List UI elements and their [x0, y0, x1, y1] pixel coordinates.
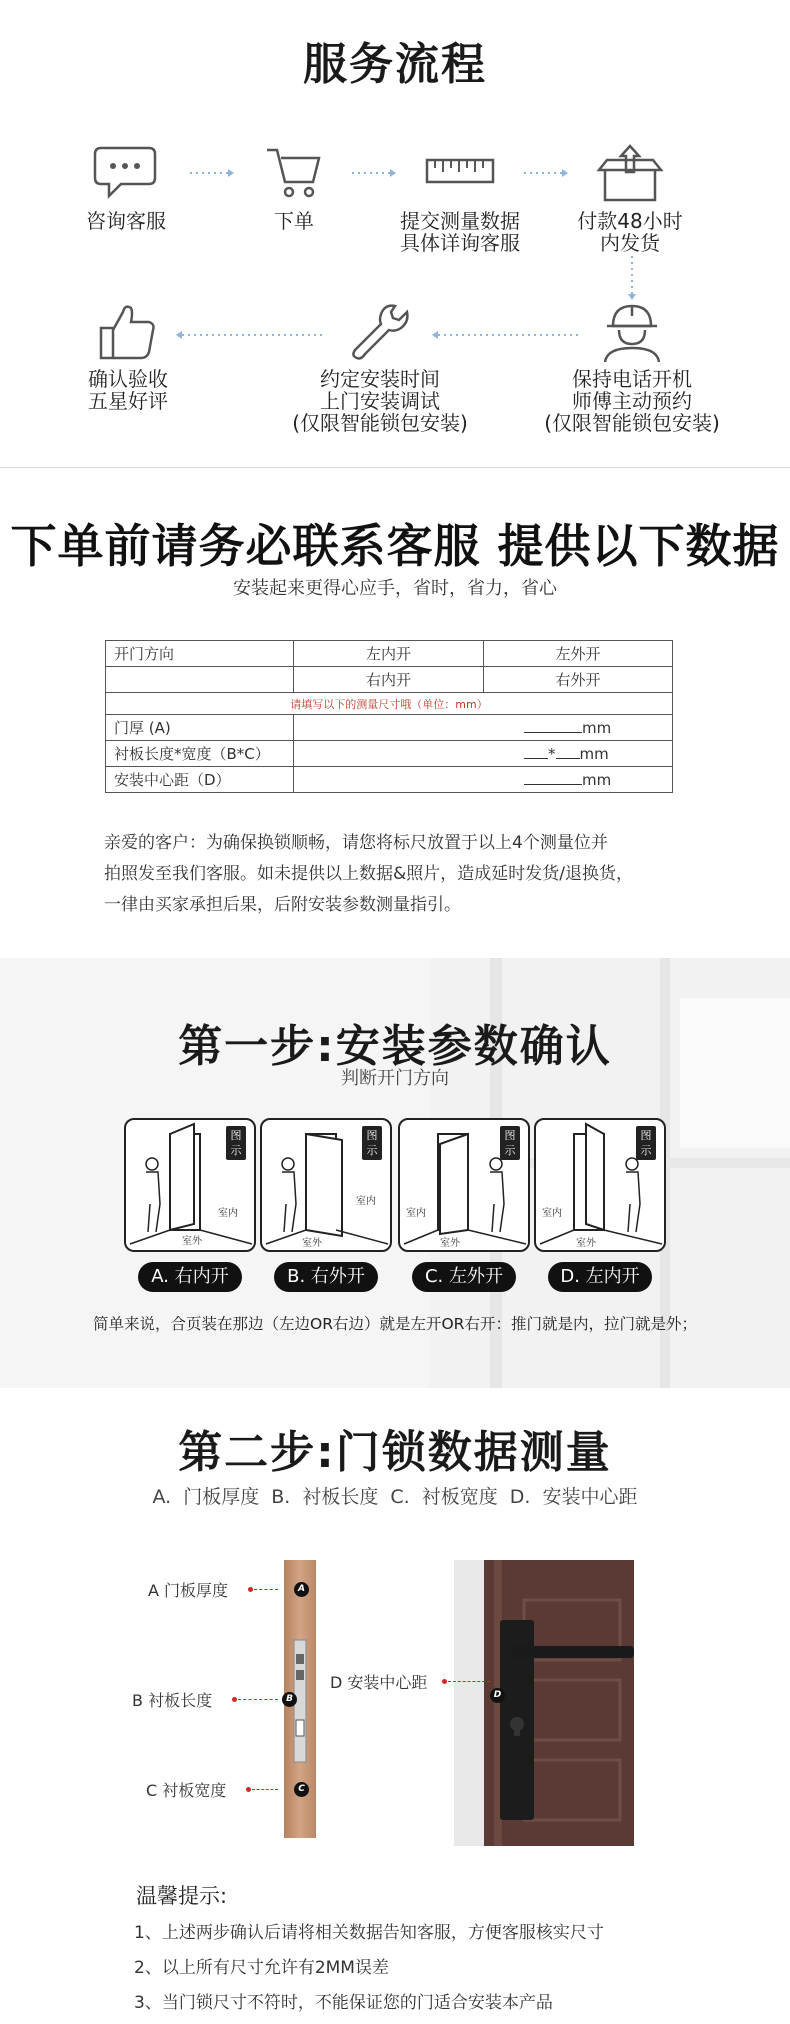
badge-a: A [294, 1582, 309, 1597]
door-handle-photo [454, 1560, 634, 1846]
tip-item: 2、以上所有尺寸允许有2MM误差 [134, 1958, 389, 1978]
step-one-section [0, 958, 790, 1388]
door-diagram-card [534, 1118, 666, 1252]
diagram-tag: 图示 [226, 1126, 246, 1160]
option-pill-b[interactable]: B. 右外开 [274, 1262, 378, 1292]
wrench-icon [345, 300, 415, 364]
process-step-label: 约定安装时间 上门安装调试 (仅限智能锁包安装) [292, 367, 468, 435]
shopping-cart-icon [259, 142, 329, 206]
process-step-label: 咨询客服 [86, 209, 166, 233]
dimension-line [252, 1789, 278, 1790]
badge-b: B [282, 1692, 297, 1707]
notice-section [0, 468, 790, 958]
outdoor-label: 室外 [576, 1238, 596, 1249]
process-step-label: 付款48小时 内发货 [577, 209, 683, 255]
process-step-label: 提交测量数据 具体详询客服 [400, 209, 520, 255]
dimension-line [254, 1589, 278, 1590]
diagram-tag: 图示 [500, 1126, 520, 1160]
step-one-title: 第一步:安装参数确认 [178, 1021, 612, 1072]
dimension-line [238, 1699, 278, 1700]
worker-helmet-icon [597, 300, 667, 364]
door-diagram-card [398, 1118, 530, 1252]
direction-label: 开门方向 [106, 641, 294, 667]
process-step-appointment [532, 300, 732, 434]
tips-title: 温馨提示: [136, 1884, 228, 1908]
step-one-subtitle: 判断开门方向 [341, 1068, 449, 1089]
option-right-in[interactable]: 右内开 [294, 667, 484, 693]
outdoor-label: 室外 [302, 1238, 322, 1249]
badge-c: C [294, 1782, 309, 1797]
notice-subtitle: 安装起来更得心应手，省时，省力，省心 [233, 578, 557, 599]
process-step-label: 确认验收 五星好评 [88, 367, 168, 413]
process-step-label: 下单 [274, 209, 314, 233]
indoor-label: 室内 [542, 1208, 562, 1219]
marker-dot [246, 1787, 251, 1792]
process-step-ship [530, 142, 730, 254]
indoor-label: 室内 [356, 1196, 376, 1207]
diagram-tag: 图示 [636, 1126, 656, 1160]
customer-notice-paragraph: 亲爱的客户：为确保换锁顺畅，请您将标尺放置于以上4个测量位并 拍照发至我们客服。如未提供以上数据&照片，造成延时发货/退换货， 一律由买家承担后果，后附安装参数测量指引。 [104, 833, 633, 915]
option-right-out[interactable]: 右外开 [484, 667, 673, 693]
outdoor-label: 室外 [182, 1236, 202, 1247]
label-door-thickness: A 门板厚度 [148, 1581, 229, 1600]
measurement-table [105, 640, 673, 793]
indoor-label: 室内 [218, 1208, 238, 1219]
tip-item: 1、上述两步确认后请将相关数据告知客服，方便客服核实尺寸 [134, 1923, 604, 1943]
outdoor-label: 室外 [440, 1238, 460, 1249]
option-pill-d[interactable]: D. 左内开 [548, 1262, 652, 1292]
center-distance-field[interactable]: mm [294, 767, 673, 793]
chat-bubble-icon [91, 142, 161, 206]
table-instruction: 请填写以下的测量尺寸哦（单位：mm） [106, 693, 673, 715]
door-thickness-field[interactable]: mm [294, 715, 673, 741]
dimension-line [448, 1681, 490, 1682]
process-step-label: 保持电话开机 师傅主动预约 (仅限智能锁包安装) [544, 367, 720, 435]
label-plate-length: B 衬板长度 [132, 1691, 213, 1710]
shipping-box-icon [595, 142, 665, 206]
process-title: 服务流程 [303, 39, 487, 90]
step-two-title: 第二步:门锁数据测量 [178, 1427, 612, 1478]
marker-dot [442, 1679, 447, 1684]
process-step-confirm [28, 300, 228, 412]
dotted-arrow-down-icon [627, 256, 637, 300]
process-step-install [280, 300, 480, 434]
direction-empty-cell [106, 667, 294, 693]
service-process-section [0, 0, 790, 468]
option-left-out[interactable]: 左外开 [484, 641, 673, 667]
step-one-note: 简单来说，合页装在那边（左边OR右边）就是左开OR右开：推门就是内，拉门就是外； [93, 1315, 697, 1333]
row-label-plate-size: 衬板长度*宽度（B*C） [106, 741, 294, 767]
marker-dot [248, 1587, 253, 1592]
door-diagram-card [260, 1118, 392, 1252]
option-left-in[interactable]: 左内开 [294, 641, 484, 667]
door-diagram-card [124, 1118, 256, 1252]
row-label-center-distance: 安装中心距（D） [106, 767, 294, 793]
indoor-label: 室内 [406, 1208, 426, 1219]
step-two-subtitle: A. 门板厚度 B. 衬板长度 C. 衬板宽度 D. 安装中心距 [152, 1486, 638, 1508]
plate-size-field[interactable]: * mm [294, 741, 673, 767]
tip-item: 3、当门锁尺寸不符时，不能保证您的门适合安装本产品 [134, 1993, 553, 2013]
step-two-section [0, 1388, 790, 2024]
option-pill-c[interactable]: C. 左外开 [412, 1262, 516, 1292]
label-plate-width: C 衬板宽度 [146, 1781, 227, 1800]
label-center-distance: D 安装中心距 [330, 1673, 428, 1692]
thumbs-up-icon [93, 300, 163, 364]
diagram-tag: 图示 [362, 1126, 382, 1160]
option-pill-a[interactable]: A. 右内开 [138, 1262, 242, 1292]
notice-title: 下单前请务必联系客服 提供以下数据 [10, 519, 780, 573]
ruler-icon [425, 142, 495, 206]
badge-d: D [490, 1688, 505, 1703]
row-label-door-thickness: 门厚 (A) [106, 715, 294, 741]
marker-dot [232, 1697, 237, 1702]
